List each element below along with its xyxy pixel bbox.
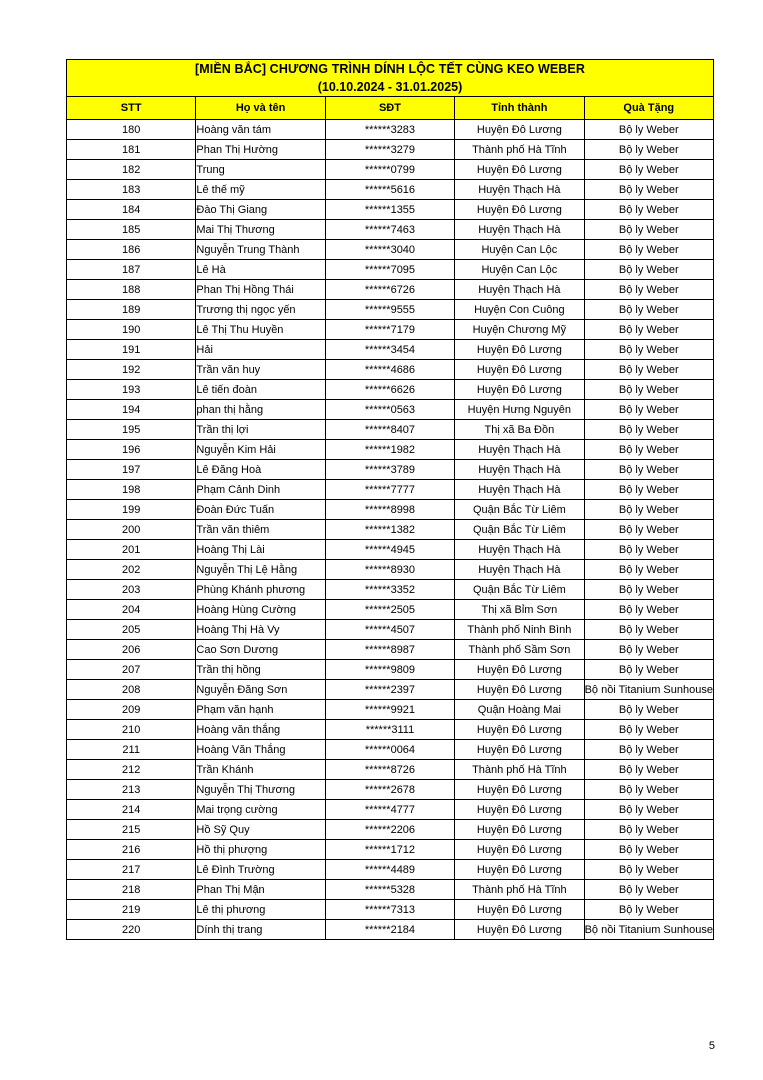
- cell-name: Hoàng Thị Hà Vy: [196, 620, 325, 640]
- cell-province: Huyện Đô Lương: [455, 340, 584, 360]
- table-row: [67, 760, 714, 780]
- cell-gift: Bộ ly Weber: [584, 560, 713, 580]
- cell-province: Huyện Chương Mỹ: [455, 320, 584, 340]
- cell-phone: ******3454: [325, 340, 454, 360]
- cell-phone: ******4777: [325, 800, 454, 820]
- cell-name: Nguyễn Thị Thương: [196, 780, 325, 800]
- cell-gift: Bộ ly Weber: [584, 720, 713, 740]
- cell-phone: ******1712: [325, 840, 454, 860]
- table-row: [67, 220, 714, 240]
- table-row: [67, 700, 714, 720]
- cell-gift: Bộ ly Weber: [584, 780, 713, 800]
- table-row: [67, 240, 714, 260]
- cell-name: Nguyễn Thị Lệ Hằng: [196, 560, 325, 580]
- cell-province: Huyện Đô Lương: [455, 800, 584, 820]
- cell-gift: Bộ ly Weber: [584, 420, 713, 440]
- cell-province: Huyện Can Lộc: [455, 240, 584, 260]
- table-row: [67, 840, 714, 860]
- cell-province: Huyện Can Lộc: [455, 260, 584, 280]
- cell-stt: 185: [67, 220, 196, 240]
- cell-stt: 183: [67, 180, 196, 200]
- cell-phone: ******7179: [325, 320, 454, 340]
- cell-phone: ******7777: [325, 480, 454, 500]
- cell-stt: 184: [67, 200, 196, 220]
- cell-province: Huyện Đô Lương: [455, 200, 584, 220]
- cell-gift: Bộ ly Weber: [584, 640, 713, 660]
- cell-province: Huyện Thạch Hà: [455, 460, 584, 480]
- cell-name: Phạm văn hạnh: [196, 700, 325, 720]
- cell-province: Huyện Thạch Hà: [455, 560, 584, 580]
- cell-province: Huyện Đô Lương: [455, 740, 584, 760]
- cell-province: Huyện Thạch Hà: [455, 440, 584, 460]
- cell-phone: ******8987: [325, 640, 454, 660]
- cell-name: Lê thị phương: [196, 900, 325, 920]
- cell-name: Lê thế mỹ: [196, 180, 325, 200]
- cell-name: Mai Thị Thương: [196, 220, 325, 240]
- cell-gift: Bộ ly Weber: [584, 300, 713, 320]
- cell-gift: Bộ ly Weber: [584, 120, 713, 140]
- title-row: [67, 60, 714, 97]
- cell-name: Hải: [196, 340, 325, 360]
- cell-gift: Bộ ly Weber: [584, 240, 713, 260]
- cell-name: Phan Thị Mận: [196, 880, 325, 900]
- table-row: [67, 900, 714, 920]
- cell-stt: 219: [67, 900, 196, 920]
- cell-province: Huyện Thạch Hà: [455, 480, 584, 500]
- cell-gift: Bộ ly Weber: [584, 840, 713, 860]
- cell-stt: 198: [67, 480, 196, 500]
- table-row: [67, 340, 714, 360]
- table-row: [67, 800, 714, 820]
- cell-name: Lê Thị Thu Huyền: [196, 320, 325, 340]
- cell-gift: Bộ ly Weber: [584, 760, 713, 780]
- cell-province: Huyện Thạch Hà: [455, 280, 584, 300]
- title-line-1: [MIỀN BẮC] CHƯƠNG TRÌNH DÍNH LỘC TẾT CÙNG KEO WEBER: [194, 62, 585, 76]
- column-header-gift: Quà Tặng: [584, 97, 713, 120]
- cell-province: Huyện Đô Lương: [455, 160, 584, 180]
- table-row: [67, 440, 714, 460]
- cell-province: Quận Bắc Từ Liêm: [455, 520, 584, 540]
- cell-name: Nguyễn Đăng Sơn: [196, 680, 325, 700]
- cell-province: Huyện Đô Lương: [455, 900, 584, 920]
- cell-name: Trần thị lợi: [196, 420, 325, 440]
- cell-province: Huyện Đô Lương: [455, 920, 584, 940]
- cell-stt: 210: [67, 720, 196, 740]
- cell-phone: ******6726: [325, 280, 454, 300]
- cell-province: Huyện Đô Lương: [455, 820, 584, 840]
- cell-province: Thành phố Sầm Sơn: [455, 640, 584, 660]
- cell-gift: Bộ ly Weber: [584, 380, 713, 400]
- table-row: [67, 460, 714, 480]
- table-row: [67, 620, 714, 640]
- column-header-phone: SĐT: [325, 97, 454, 120]
- cell-stt: 216: [67, 840, 196, 860]
- cell-name: Trương thị ngọc yến: [196, 300, 325, 320]
- table-row: [67, 320, 714, 340]
- cell-phone: ******4489: [325, 860, 454, 880]
- cell-phone: ******6626: [325, 380, 454, 400]
- cell-gift: Bộ ly Weber: [584, 500, 713, 520]
- cell-phone: ******3040: [325, 240, 454, 260]
- table-row: [67, 300, 714, 320]
- cell-gift: Bộ ly Weber: [584, 540, 713, 560]
- table-row: [67, 640, 714, 660]
- cell-gift: Bộ ly Weber: [584, 880, 713, 900]
- cell-phone: ******3111: [325, 720, 454, 740]
- cell-phone: ******2184: [325, 920, 454, 940]
- column-header-province: Tỉnh thành: [455, 97, 584, 120]
- cell-stt: 182: [67, 160, 196, 180]
- cell-stt: 189: [67, 300, 196, 320]
- cell-phone: ******9921: [325, 700, 454, 720]
- cell-stt: 212: [67, 760, 196, 780]
- cell-gift: Bộ ly Weber: [584, 860, 713, 880]
- page-number: 5: [708, 1040, 715, 1052]
- cell-phone: ******5616: [325, 180, 454, 200]
- cell-stt: 205: [67, 620, 196, 640]
- cell-gift: Bộ ly Weber: [584, 400, 713, 420]
- cell-name: Đào Thị Giang: [196, 200, 325, 220]
- cell-gift: Bộ ly Weber: [584, 220, 713, 240]
- table-body: [67, 120, 714, 940]
- cell-province: Quận Bắc Từ Liêm: [455, 580, 584, 600]
- cell-gift: Bộ ly Weber: [584, 460, 713, 480]
- cell-name: Nguyễn Trung Thành: [196, 240, 325, 260]
- cell-province: Huyện Đô Lương: [455, 660, 584, 680]
- table-row: [67, 380, 714, 400]
- cell-stt: 220: [67, 920, 196, 940]
- cell-gift: Bộ nồi Titanium Sunhouse: [584, 680, 713, 700]
- cell-stt: 214: [67, 800, 196, 820]
- cell-name: Hoàng văn tám: [196, 120, 325, 140]
- cell-stt: 181: [67, 140, 196, 160]
- cell-phone: ******9809: [325, 660, 454, 680]
- cell-name: Lê Đình Trường: [196, 860, 325, 880]
- column-header-row: [67, 97, 714, 120]
- table-row: [67, 420, 714, 440]
- cell-province: Thành phố Hà Tĩnh: [455, 140, 584, 160]
- cell-gift: Bộ ly Weber: [584, 700, 713, 720]
- table-row: [67, 500, 714, 520]
- table-row: [67, 260, 714, 280]
- cell-name: Phùng Khánh phương: [196, 580, 325, 600]
- cell-name: Hoàng Văn Thắng: [196, 740, 325, 760]
- cell-stt: 207: [67, 660, 196, 680]
- cell-phone: ******7313: [325, 900, 454, 920]
- document-title: [67, 60, 714, 97]
- cell-name: Hoàng Thị Lài: [196, 540, 325, 560]
- cell-name: Phan Thị Hường: [196, 140, 325, 160]
- cell-name: Hồ thị phượng: [196, 840, 325, 860]
- cell-name: Hồ Sỹ Quy: [196, 820, 325, 840]
- cell-province: Huyện Thạch Hà: [455, 220, 584, 240]
- title-line-2: (10.10.2024 - 31.01.2025): [317, 80, 463, 95]
- cell-province: Quận Hoàng Mai: [455, 700, 584, 720]
- cell-name: Lê Đăng Hoà: [196, 460, 325, 480]
- cell-name: Trần Khánh: [196, 760, 325, 780]
- cell-gift: Bộ ly Weber: [584, 740, 713, 760]
- cell-province: Huyện Đô Lương: [455, 360, 584, 380]
- cell-phone: ******3279: [325, 140, 454, 160]
- cell-phone: ******8726: [325, 760, 454, 780]
- table-row: [67, 920, 714, 940]
- cell-province: Thành phố Hà Tĩnh: [455, 880, 584, 900]
- cell-stt: 202: [67, 560, 196, 580]
- cell-gift: Bộ ly Weber: [584, 480, 713, 500]
- column-header-stt: STT: [67, 97, 196, 120]
- cell-name: Mai trọng cường: [196, 800, 325, 820]
- cell-name: Lê tiến đoàn: [196, 380, 325, 400]
- cell-province: Huyện Con Cuông: [455, 300, 584, 320]
- promotion-table-container: [66, 59, 714, 940]
- table-row: [67, 660, 714, 680]
- cell-phone: ******3789: [325, 460, 454, 480]
- table-row: [67, 480, 714, 500]
- cell-stt: 217: [67, 860, 196, 880]
- cell-stt: 191: [67, 340, 196, 360]
- cell-stt: 211: [67, 740, 196, 760]
- cell-phone: ******5328: [325, 880, 454, 900]
- cell-province: Huyện Hưng Nguyên: [455, 400, 584, 420]
- cell-province: Huyện Đô Lương: [455, 380, 584, 400]
- cell-phone: ******4945: [325, 540, 454, 560]
- cell-stt: 203: [67, 580, 196, 600]
- cell-phone: ******3352: [325, 580, 454, 600]
- cell-phone: ******0563: [325, 400, 454, 420]
- cell-province: Quận Bắc Từ Liêm: [455, 500, 584, 520]
- cell-stt: 193: [67, 380, 196, 400]
- cell-province: Thị xã Bỉm Sơn: [455, 600, 584, 620]
- cell-phone: ******4686: [325, 360, 454, 380]
- table-row: [67, 520, 714, 540]
- cell-stt: 209: [67, 700, 196, 720]
- cell-stt: 206: [67, 640, 196, 660]
- cell-name: Dính thị trang: [196, 920, 325, 940]
- cell-phone: ******7095: [325, 260, 454, 280]
- cell-name: Trần văn thiêm: [196, 520, 325, 540]
- cell-phone: ******9555: [325, 300, 454, 320]
- cell-gift: Bộ ly Weber: [584, 620, 713, 640]
- table-row: [67, 140, 714, 160]
- cell-stt: 194: [67, 400, 196, 420]
- cell-name: Cao Sơn Dương: [196, 640, 325, 660]
- cell-phone: ******3283: [325, 120, 454, 140]
- cell-province: Huyện Đô Lương: [455, 780, 584, 800]
- cell-phone: ******2678: [325, 780, 454, 800]
- cell-phone: ******1355: [325, 200, 454, 220]
- cell-province: Huyện Thạch Hà: [455, 540, 584, 560]
- cell-gift: Bộ ly Weber: [584, 180, 713, 200]
- cell-stt: 195: [67, 420, 196, 440]
- cell-phone: ******4507: [325, 620, 454, 640]
- table-row: [67, 540, 714, 560]
- table-row: [67, 580, 714, 600]
- cell-stt: 215: [67, 820, 196, 840]
- cell-gift: Bộ ly Weber: [584, 320, 713, 340]
- cell-name: Nguyễn Kim Hải: [196, 440, 325, 460]
- table-row: [67, 780, 714, 800]
- cell-gift: Bộ ly Weber: [584, 260, 713, 280]
- cell-stt: 180: [67, 120, 196, 140]
- cell-name: Trần văn huy: [196, 360, 325, 380]
- cell-province: Huyện Đô Lương: [455, 720, 584, 740]
- cell-name: Phan Thị Hồng Thái: [196, 280, 325, 300]
- table-header: [67, 60, 714, 120]
- table-row: [67, 280, 714, 300]
- table-row: [67, 680, 714, 700]
- table-row: [67, 200, 714, 220]
- cell-stt: 201: [67, 540, 196, 560]
- cell-phone: ******8998: [325, 500, 454, 520]
- cell-gift: Bộ ly Weber: [584, 360, 713, 380]
- table-row: [67, 600, 714, 620]
- table-row: [67, 560, 714, 580]
- cell-phone: ******2505: [325, 600, 454, 620]
- cell-phone: ******2206: [325, 820, 454, 840]
- cell-gift: Bộ ly Weber: [584, 440, 713, 460]
- cell-stt: 188: [67, 280, 196, 300]
- cell-name: Phạm Cảnh Dinh: [196, 480, 325, 500]
- cell-stt: 204: [67, 600, 196, 620]
- cell-province: Thành phố Ninh Bình: [455, 620, 584, 640]
- cell-phone: ******8930: [325, 560, 454, 580]
- cell-stt: 208: [67, 680, 196, 700]
- cell-gift: Bộ ly Weber: [584, 820, 713, 840]
- table-row: [67, 720, 714, 740]
- table-row: [67, 360, 714, 380]
- cell-stt: 192: [67, 360, 196, 380]
- cell-stt: 190: [67, 320, 196, 340]
- cell-gift: Bộ ly Weber: [584, 900, 713, 920]
- cell-gift: Bộ nồi Titanium Sunhouse: [584, 920, 713, 940]
- cell-stt: 213: [67, 780, 196, 800]
- table-row: [67, 160, 714, 180]
- cell-phone: ******1382: [325, 520, 454, 540]
- cell-gift: Bộ ly Weber: [584, 140, 713, 160]
- cell-province: Thị xã Ba Đồn: [455, 420, 584, 440]
- cell-gift: Bộ ly Weber: [584, 800, 713, 820]
- cell-name: Hoàng Hùng Cường: [196, 600, 325, 620]
- cell-name: Lê Hà: [196, 260, 325, 280]
- cell-gift: Bộ ly Weber: [584, 600, 713, 620]
- table-row: [67, 740, 714, 760]
- cell-name: Trần thị hồng: [196, 660, 325, 680]
- column-header-name: Họ và tên: [196, 97, 325, 120]
- cell-stt: 196: [67, 440, 196, 460]
- cell-province: Huyện Đô Lương: [455, 680, 584, 700]
- cell-stt: 199: [67, 500, 196, 520]
- cell-province: Thành phố Hà Tĩnh: [455, 760, 584, 780]
- cell-name: phan thị hằng: [196, 400, 325, 420]
- cell-stt: 186: [67, 240, 196, 260]
- cell-gift: Bộ ly Weber: [584, 340, 713, 360]
- cell-stt: 218: [67, 880, 196, 900]
- cell-gift: Bộ ly Weber: [584, 280, 713, 300]
- cell-name: Đoàn Đức Tuấn: [196, 500, 325, 520]
- cell-phone: ******2397: [325, 680, 454, 700]
- table-row: [67, 120, 714, 140]
- cell-province: Huyện Đô Lương: [455, 860, 584, 880]
- cell-gift: Bộ ly Weber: [584, 580, 713, 600]
- cell-stt: 187: [67, 260, 196, 280]
- cell-province: Huyện Đô Lương: [455, 840, 584, 860]
- table-row: [67, 820, 714, 840]
- cell-province: Huyện Đô Lương: [455, 120, 584, 140]
- cell-stt: 200: [67, 520, 196, 540]
- cell-gift: Bộ ly Weber: [584, 660, 713, 680]
- cell-name: Trung: [196, 160, 325, 180]
- promotion-winners-table: [66, 59, 714, 940]
- cell-phone: ******0064: [325, 740, 454, 760]
- cell-phone: ******7463: [325, 220, 454, 240]
- table-row: [67, 180, 714, 200]
- cell-gift: Bộ ly Weber: [584, 520, 713, 540]
- cell-phone: ******1982: [325, 440, 454, 460]
- cell-name: Hoàng văn thắng: [196, 720, 325, 740]
- cell-phone: ******8407: [325, 420, 454, 440]
- table-row: [67, 880, 714, 900]
- cell-gift: Bộ ly Weber: [584, 200, 713, 220]
- cell-gift: Bộ ly Weber: [584, 160, 713, 180]
- cell-phone: ******0799: [325, 160, 454, 180]
- table-row: [67, 400, 714, 420]
- table-row: [67, 860, 714, 880]
- cell-stt: 197: [67, 460, 196, 480]
- cell-province: Huyện Thạch Hà: [455, 180, 584, 200]
